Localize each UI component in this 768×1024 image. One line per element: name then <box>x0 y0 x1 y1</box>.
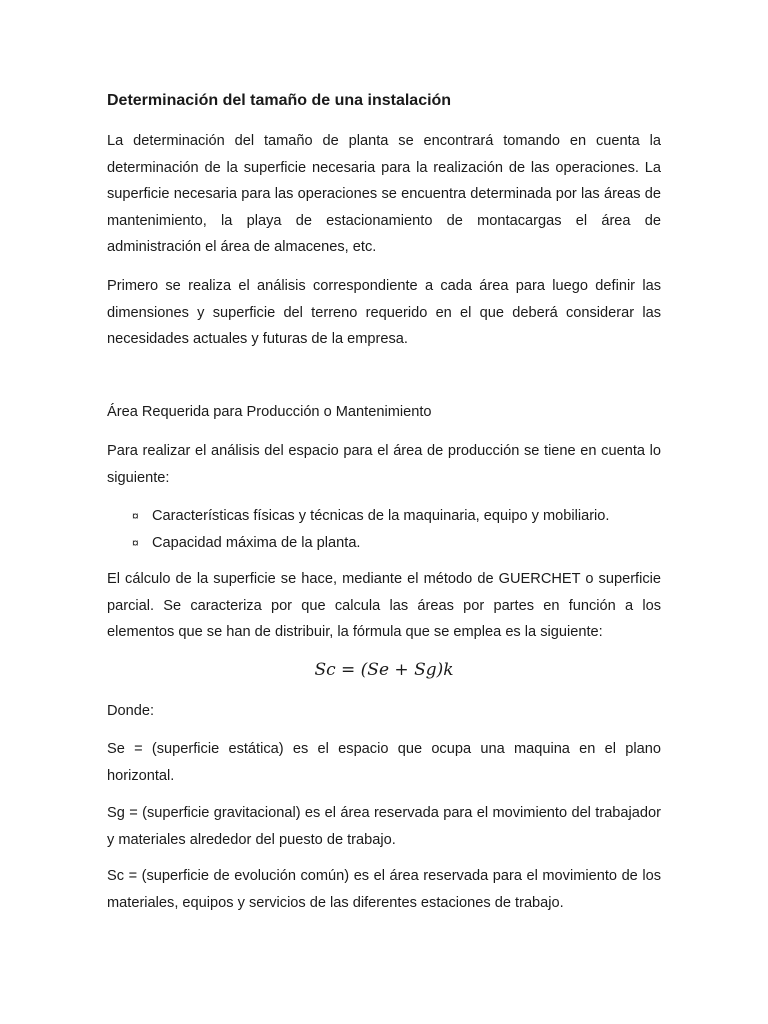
document-title: Determinación del tamaño de una instalación <box>107 92 452 109</box>
method-paragraph: El cálculo de la superficie se hace, mediante el método de GUERCHET o superficie parcial. Se caracteriza por que calcula las áreas por partes en función a los elementos que se han de distribuir, la fórmula que se emplea es la siguiente: <box>107 571 661 641</box>
currency-bullet-icon: ¤ <box>132 509 139 523</box>
section-intro-paragraph: Para realizar el análisis del espacio para el área de producción se tiene en cuenta lo siguiente: <box>107 443 661 486</box>
definition-sg: Sg = (superficie gravitacional) es el área reservada para el movimiento del trabajador y materiales alrededor del puesto de trabajo. <box>107 805 661 848</box>
bullet-list <box>107 503 609 557</box>
section-heading: Área Requerida para Producción o Mantenimiento <box>107 404 432 420</box>
guerchet-formula: Sc = (Se + Sg)k <box>314 660 454 680</box>
definition-sc: Sc = (superficie de evolución común) es el área reservada para el movimiento de los materiales, equipos y servicios de las diferentes estaciones de trabajo. <box>107 868 661 911</box>
currency-bullet-icon: ¤ <box>132 536 139 550</box>
bullet-text: Capacidad máxima de la planta. <box>152 535 361 551</box>
bullet-item <box>107 530 609 557</box>
bullet-item <box>107 503 609 530</box>
intro-paragraph-1: La determinación del tamaño de planta se encontrará tomando en cuenta la determinación de la superficie necesaria para la realización de las operaciones. La superficie necesaria para las operaciones se encuentra determinada por las áreas de mantenimiento, la playa de estacionamiento de montacargas el área de administración el área de almacenes, etc. <box>107 133 661 256</box>
bullet-text: Características físicas y técnicas de la maquinaria, equipo y mobiliario. <box>152 508 610 524</box>
donde-label: Donde: <box>107 703 155 719</box>
intro-paragraph-2: Primero se realiza el análisis correspondiente a cada área para luego definir las dimensiones y superficie del terreno requerido en el que deberá considerar las necesidades actuales y futuras de la empresa. <box>107 278 661 348</box>
definition-se: Se = (superficie estática) es el espacio que ocupa una maquina en el plano horizontal. <box>107 741 661 784</box>
